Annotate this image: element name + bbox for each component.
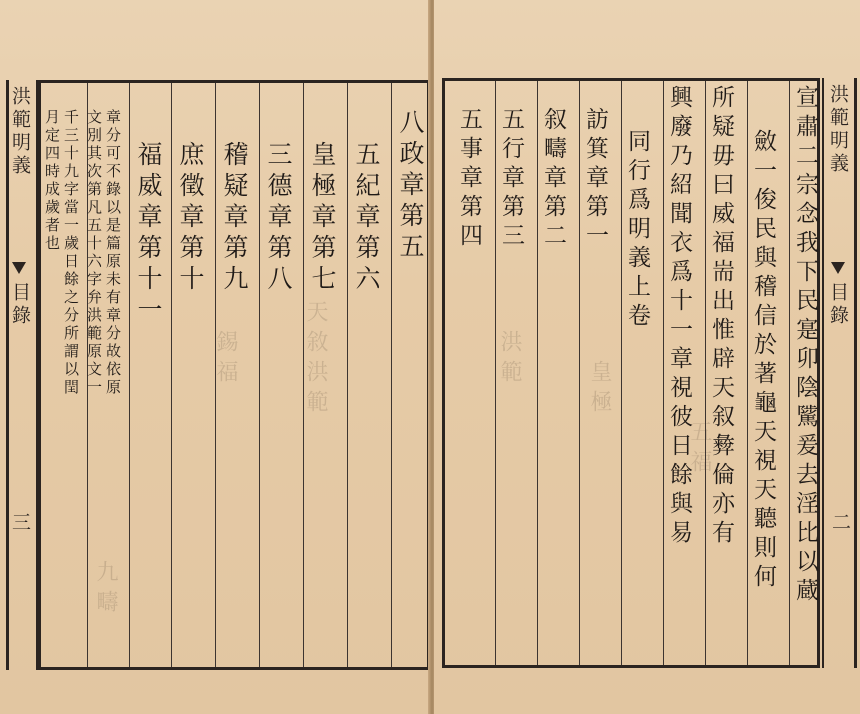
column-rule bbox=[789, 81, 790, 665]
text-frame bbox=[38, 80, 430, 670]
column-rule bbox=[747, 81, 748, 665]
fold-margin-line bbox=[854, 78, 857, 668]
annotation-line: 千三十九字當一歲日餘之分所謂以閏 bbox=[62, 109, 80, 397]
chapter-title: 稽疑章第九 bbox=[220, 141, 249, 296]
chapter-title: 五行章第三 bbox=[498, 107, 524, 252]
chapter-title: 叙疇章第二 bbox=[540, 107, 566, 252]
page-number: 二 bbox=[829, 512, 851, 531]
margin-section-title: 目錄 bbox=[9, 282, 31, 328]
column-rule bbox=[129, 83, 130, 667]
column-rule bbox=[391, 83, 392, 667]
chapter-title: 五紀章第六 bbox=[352, 141, 381, 296]
column-rule bbox=[579, 81, 580, 665]
column-rule bbox=[621, 81, 622, 665]
bleed-through-text: 皇極 bbox=[587, 360, 612, 420]
annotation-line: 月定四時成歲者也 bbox=[43, 109, 61, 253]
preface-line: 興廢乃紹聞衣爲十一章視彼日餘與易 bbox=[666, 85, 692, 549]
bleed-through-text: 天敘洪範 bbox=[303, 300, 328, 420]
chapter-title: 訪箕章第一 bbox=[582, 107, 608, 252]
text-frame bbox=[442, 78, 820, 668]
preface-line: 所疑毋曰威福耑出惟辟天叙彜倫亦有 bbox=[708, 85, 734, 549]
chapter-title: 三德章第八 bbox=[264, 141, 293, 296]
chapter-title: 庶徵章第十 bbox=[176, 141, 205, 296]
column-rule bbox=[705, 81, 706, 665]
column-rule bbox=[347, 83, 348, 667]
preface-line: 宣肅二宗念我下民寔卯陰騭爰去淫比以蔵 bbox=[792, 85, 818, 607]
page-number: 三 bbox=[9, 512, 31, 531]
annotation-line: 文別其次第凡五十六字弁洪範原文一 bbox=[85, 109, 103, 397]
right-page bbox=[434, 0, 860, 714]
fold-margin-line bbox=[822, 78, 824, 668]
column-rule bbox=[495, 81, 496, 665]
volume-heading: 同行爲明義上卷 bbox=[624, 129, 650, 332]
margin-book-title: 洪範明義 bbox=[827, 84, 849, 176]
chapter-title: 八政章第五 bbox=[396, 109, 425, 264]
annotation-line: 章分可不錄以是篇原未有章分故依原 bbox=[104, 109, 122, 397]
chapter-title: 五事章第四 bbox=[456, 107, 482, 252]
bleed-through-text: 洪範 bbox=[497, 330, 522, 390]
chapter-title: 皇極章第七 bbox=[308, 141, 337, 296]
column-rule bbox=[259, 83, 260, 667]
fishtail-mark bbox=[12, 262, 26, 274]
margin-book-title: 洪範明義 bbox=[9, 86, 31, 178]
fishtail-mark bbox=[831, 262, 845, 274]
column-rule bbox=[663, 81, 664, 665]
column-rule bbox=[303, 83, 304, 667]
chapter-title: 福威章第十一 bbox=[134, 141, 163, 327]
bleed-through-text: 錫福 bbox=[213, 330, 238, 390]
column-rule bbox=[537, 81, 538, 665]
bleed-through-text: 五福 bbox=[687, 420, 712, 480]
column-rule bbox=[171, 83, 172, 667]
column-rule bbox=[215, 83, 216, 667]
preface-line: 斂一俊民與稽信於著龜天視天聽則何 bbox=[750, 129, 776, 593]
margin-section-title: 目錄 bbox=[827, 282, 849, 328]
bleed-through-text: 九疇 bbox=[93, 560, 118, 620]
